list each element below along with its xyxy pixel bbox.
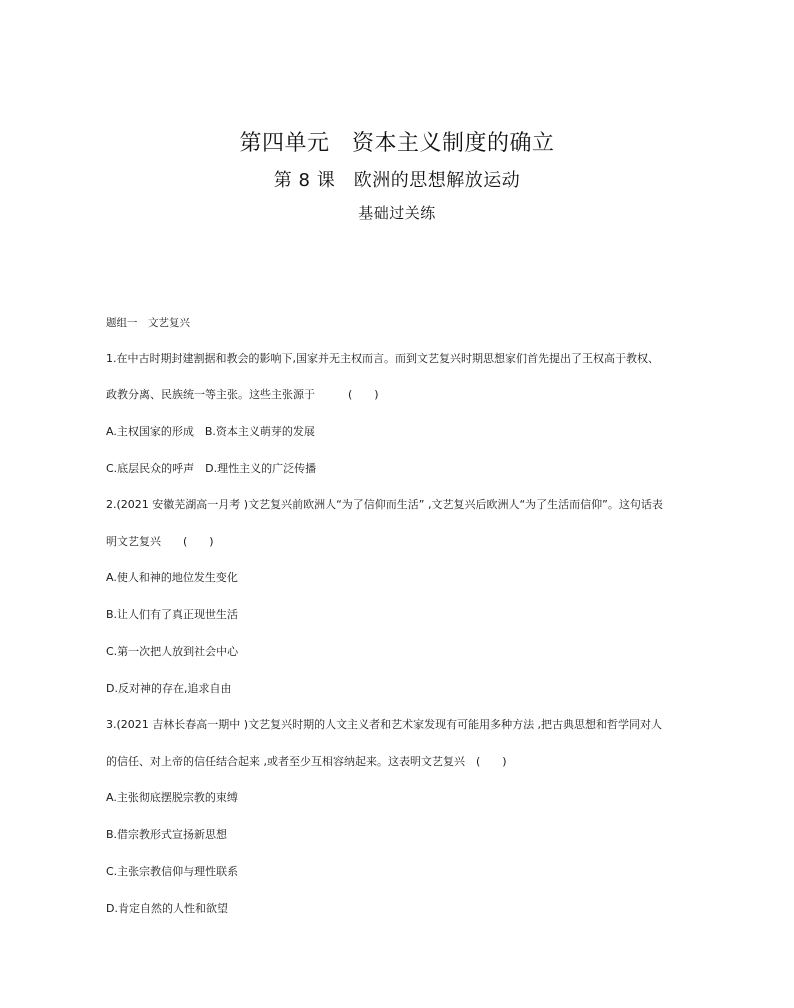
q1-option-line-1: A.主权国家的形成 B.资本主义萌芽的发展: [106, 425, 315, 438]
q2-stem-line-2: 明文艺复兴 ( ): [106, 535, 214, 548]
q3-stem-line-1: 3.(2021 吉林长春高一期中 )文艺复兴时期的人文主义者和艺术家发现有可能用多种方法 ,把古典思想和哲学同对人: [106, 718, 663, 731]
q3-option-b: B.借宗教形式宣扬新思想: [106, 828, 228, 841]
lesson-title: 第 8 课 欧洲的思想解放运动: [273, 170, 521, 191]
unit-title: 第四单元 资本主义制度的确立: [239, 131, 555, 156]
q2-option-a: A.使人和神的地位发生变化: [106, 571, 238, 584]
q2-stem-line-1: 2.(2021 安徽芜湖高一月考 )文艺复兴前欧洲人“为了信仰而生活” ,文艺复兴后欧洲人“为了生活而信仰”。这句话表: [106, 498, 663, 511]
q1-stem-line-1: 1.在中古时期封建割据和教会的影响下,国家并无主权而言。而到文艺复兴时期思想家们首先提出了王权高于教权、: [106, 352, 659, 365]
q2-option-b: B.让人们有了真正现世生活: [106, 608, 239, 621]
q3-option-a: A.主张彻底摆脱宗教的束缚: [106, 791, 238, 804]
group-heading: 题组一 文艺复兴: [106, 317, 190, 329]
q1-stem-line-2: 政教分离、民族统一等主张。这些主张源于 ( ): [106, 388, 379, 401]
q3-option-c: C.主张宗教信仰与理性联系: [106, 865, 239, 878]
q3-stem-line-2: 的信任、对上帝的信任结合起来 ,或者至少互相容纳起来。这表明文艺复兴 ( ): [106, 755, 507, 768]
q2-option-c: C.第一次把人放到社会中心: [106, 645, 239, 658]
section-title: 基础过关练: [358, 204, 436, 222]
q3-option-d: D.肯定自然的人性和欲望: [106, 902, 228, 915]
q2-option-d: D.反对神的存在,追求自由: [106, 682, 232, 695]
q1-option-line-2: C.底层民众的呼声 D.理性主义的广泛传播: [106, 462, 317, 475]
